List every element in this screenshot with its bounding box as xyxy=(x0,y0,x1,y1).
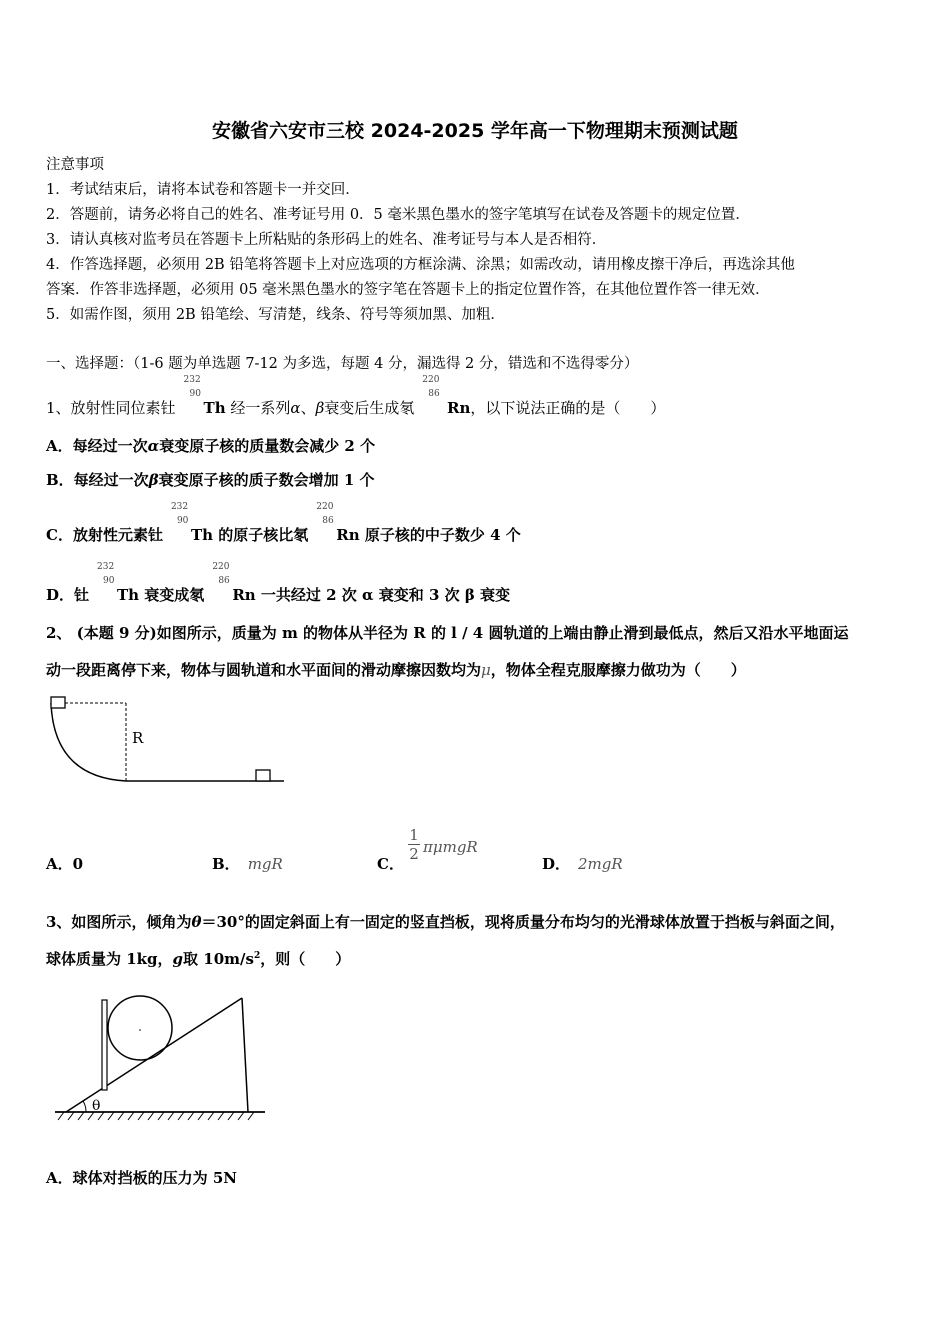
q1-a-post: 衰变原子核的质量数会减少 2 个 xyxy=(159,437,376,455)
q3-stem-line1 xyxy=(46,911,845,932)
note-item-3: 3．请认真核对监考员在答题卡上所粘贴的条形码上的姓名、准考证号与本人是否相符． xyxy=(46,232,607,248)
block-end xyxy=(256,770,270,781)
angle-arc xyxy=(83,1101,86,1112)
note-item-4: 4．作答选择题，必须用 2B 铅笔将答题卡上对应选项的方框涂满、涂黑；如需改动，请用橡皮擦干净后，再选涂其他 xyxy=(46,257,795,273)
ground-hatch xyxy=(58,1112,254,1120)
notes-heading: 注意事项 xyxy=(46,157,104,173)
q1-d-post: Rn 一共经过 2 次 α 衰变和 3 次 β 衰变 xyxy=(232,586,511,604)
quarter-circle-track xyxy=(51,703,126,781)
q1-text-mid2: 衰变后生成氡 xyxy=(324,399,415,417)
sphere xyxy=(108,996,172,1060)
q3-line2-sup: 2 xyxy=(253,951,261,961)
q2-b-label: B． xyxy=(212,855,240,873)
g-symbol: g xyxy=(172,950,184,968)
c-rn-mass: 220 xyxy=(316,502,334,512)
incline-surface xyxy=(66,998,242,1112)
th-mass: 232 xyxy=(183,375,201,385)
q2-option-a xyxy=(46,853,83,874)
q2-option-d xyxy=(542,853,623,874)
q1-c-mid: Th 的原子核比氡 xyxy=(190,526,309,544)
q1-option-a xyxy=(46,435,375,456)
theta-symbol: θ xyxy=(191,913,202,931)
rn-number: 86 xyxy=(428,389,440,399)
q1-d-pre: D．钍 xyxy=(46,586,90,604)
incline-back xyxy=(242,998,248,1112)
rn-mass: 220 xyxy=(422,375,440,385)
q2-b-value: mgR xyxy=(247,855,283,873)
q1-a-symbol: α xyxy=(147,437,160,455)
q1-text-post: ，以下说法正确的是（ ） xyxy=(470,399,666,417)
q3-stem-line2 xyxy=(46,948,350,969)
q2-stem-line2 xyxy=(46,659,746,680)
vertical-baffle xyxy=(102,1000,107,1090)
q1-text-mid: 经一系列 xyxy=(230,399,291,417)
c-thorium-isotope xyxy=(163,502,191,540)
note-item-4-cont: 答案．作答非选择题，必须用 05 毫米黑色墨水的签字笔在答题卡上的指定位置作答，在其他位置作答一律无效． xyxy=(46,282,770,298)
mu-symbol: μ xyxy=(481,661,491,679)
sphere-center xyxy=(139,1029,141,1031)
d-radon-isotope xyxy=(204,562,232,600)
d-thorium-isotope xyxy=(89,562,117,600)
c-rn-number: 86 xyxy=(322,516,334,526)
q2-d-value: 2mgR xyxy=(578,855,623,873)
th-number: 90 xyxy=(189,389,201,399)
q3-line2-post: ，则（ ） xyxy=(260,950,351,968)
q2-d-label: D． xyxy=(542,855,571,873)
q1-c-post: Rn 原子核的中子数少 4 个 xyxy=(336,526,521,544)
q3-line2-mid: 取 10m/s xyxy=(183,950,254,968)
q1-c-pre: C．放射性元素钍 xyxy=(46,526,163,544)
radon-isotope xyxy=(414,375,442,413)
q1-text-pre: 1、放射性同位素钍 xyxy=(46,399,176,417)
fraction-denominator: 2 xyxy=(409,845,419,863)
q1-a-pre: A．每经过一次 xyxy=(46,437,148,455)
q1-sep: 、 xyxy=(300,399,316,417)
q1-b-post: 衰变原子核的质子数会增加 1 个 xyxy=(158,471,375,489)
note-item-5: 5．如需作图，须用 2B 铅笔绘、写清楚，线条、符号等须加黑、加粗． xyxy=(46,307,505,323)
d-rn-number: 86 xyxy=(218,576,230,586)
q1-option-c xyxy=(46,502,521,545)
q2-a-label: A． xyxy=(46,855,73,873)
section-heading: 一、选择题：（1-6 题为单选题 7-12 为多选，每题 4 分，漏选得 2 分，错选和不选得零分） xyxy=(46,356,639,372)
q1-b-pre: B．每经过一次 xyxy=(46,471,149,489)
q2-figure xyxy=(46,695,286,790)
d-th-number: 90 xyxy=(103,576,115,586)
thorium-isotope xyxy=(176,375,204,413)
q3-line1-pre: 3、如图所示，倾角为 xyxy=(46,913,192,931)
q1-option-b xyxy=(46,469,375,490)
q3-figure xyxy=(50,990,270,1130)
q1-b-symbol: β xyxy=(148,471,159,489)
block-start xyxy=(51,697,65,708)
q1-option-d xyxy=(46,562,511,605)
c-th-number: 90 xyxy=(176,516,189,526)
d-rn-mass: 220 xyxy=(212,562,230,572)
fraction-numerator: 1 xyxy=(409,826,419,844)
d-th-mass: 232 xyxy=(97,562,115,572)
beta-symbol: β xyxy=(315,399,325,417)
radius-label: R xyxy=(132,729,144,747)
rn-symbol: Rn xyxy=(447,399,471,417)
q2-option-b xyxy=(212,853,283,874)
note-item-2: 2．答题前，请务必将自己的姓名、准考证号用 0．5 毫米黑色墨水的签字笔填写在试卷及答题卡的规定位置． xyxy=(46,207,750,223)
q2-line2-post: ，物体全程克服摩擦力做功为（ ） xyxy=(490,661,746,679)
note-item-1: 1．考试结束后，请将本试卷和答题卡一并交回． xyxy=(46,182,360,198)
th-symbol: Th xyxy=(203,399,226,417)
angle-label: θ xyxy=(92,1098,101,1114)
q1-d-mid: Th 衰变成氡 xyxy=(117,586,205,604)
q3-line2-pre: 球体质量为 1kg， xyxy=(46,950,173,968)
q3-option-a: A．球体对挡板的压力为 5N xyxy=(46,1169,238,1187)
q2-c-value: πμmgR xyxy=(423,838,478,856)
q3-line1-post: ＝30°的固定斜面上有一固定的竖直挡板，现将质量分布均匀的光滑球体放置于挡板与斜面之间， xyxy=(201,913,845,931)
q2-a-value: 0 xyxy=(72,855,84,873)
alpha-symbol: α xyxy=(290,399,301,417)
q2-option-c xyxy=(377,853,404,874)
q2-c-label: C． xyxy=(377,855,404,873)
q2-stem-line1: 2、 (本题 9 分)如图所示，质量为 m 的物体从半径为 R 的 l / 4 圆轨道的上端由静止滑到最低点，然后又沿水平地面运 xyxy=(46,624,849,642)
c-radon-isotope xyxy=(308,502,336,540)
question-1-stem xyxy=(46,375,666,418)
c-th-mass: 232 xyxy=(170,502,189,512)
q2-line2-pre: 动一段距离停下来，物体与圆轨道和水平面间的滑动摩擦因数均为 xyxy=(46,661,482,679)
page-title: 安徽省六安市三校 2024-2025 学年高一下物理期末预测试题 xyxy=(212,120,738,142)
q2-c-fraction xyxy=(408,826,420,863)
